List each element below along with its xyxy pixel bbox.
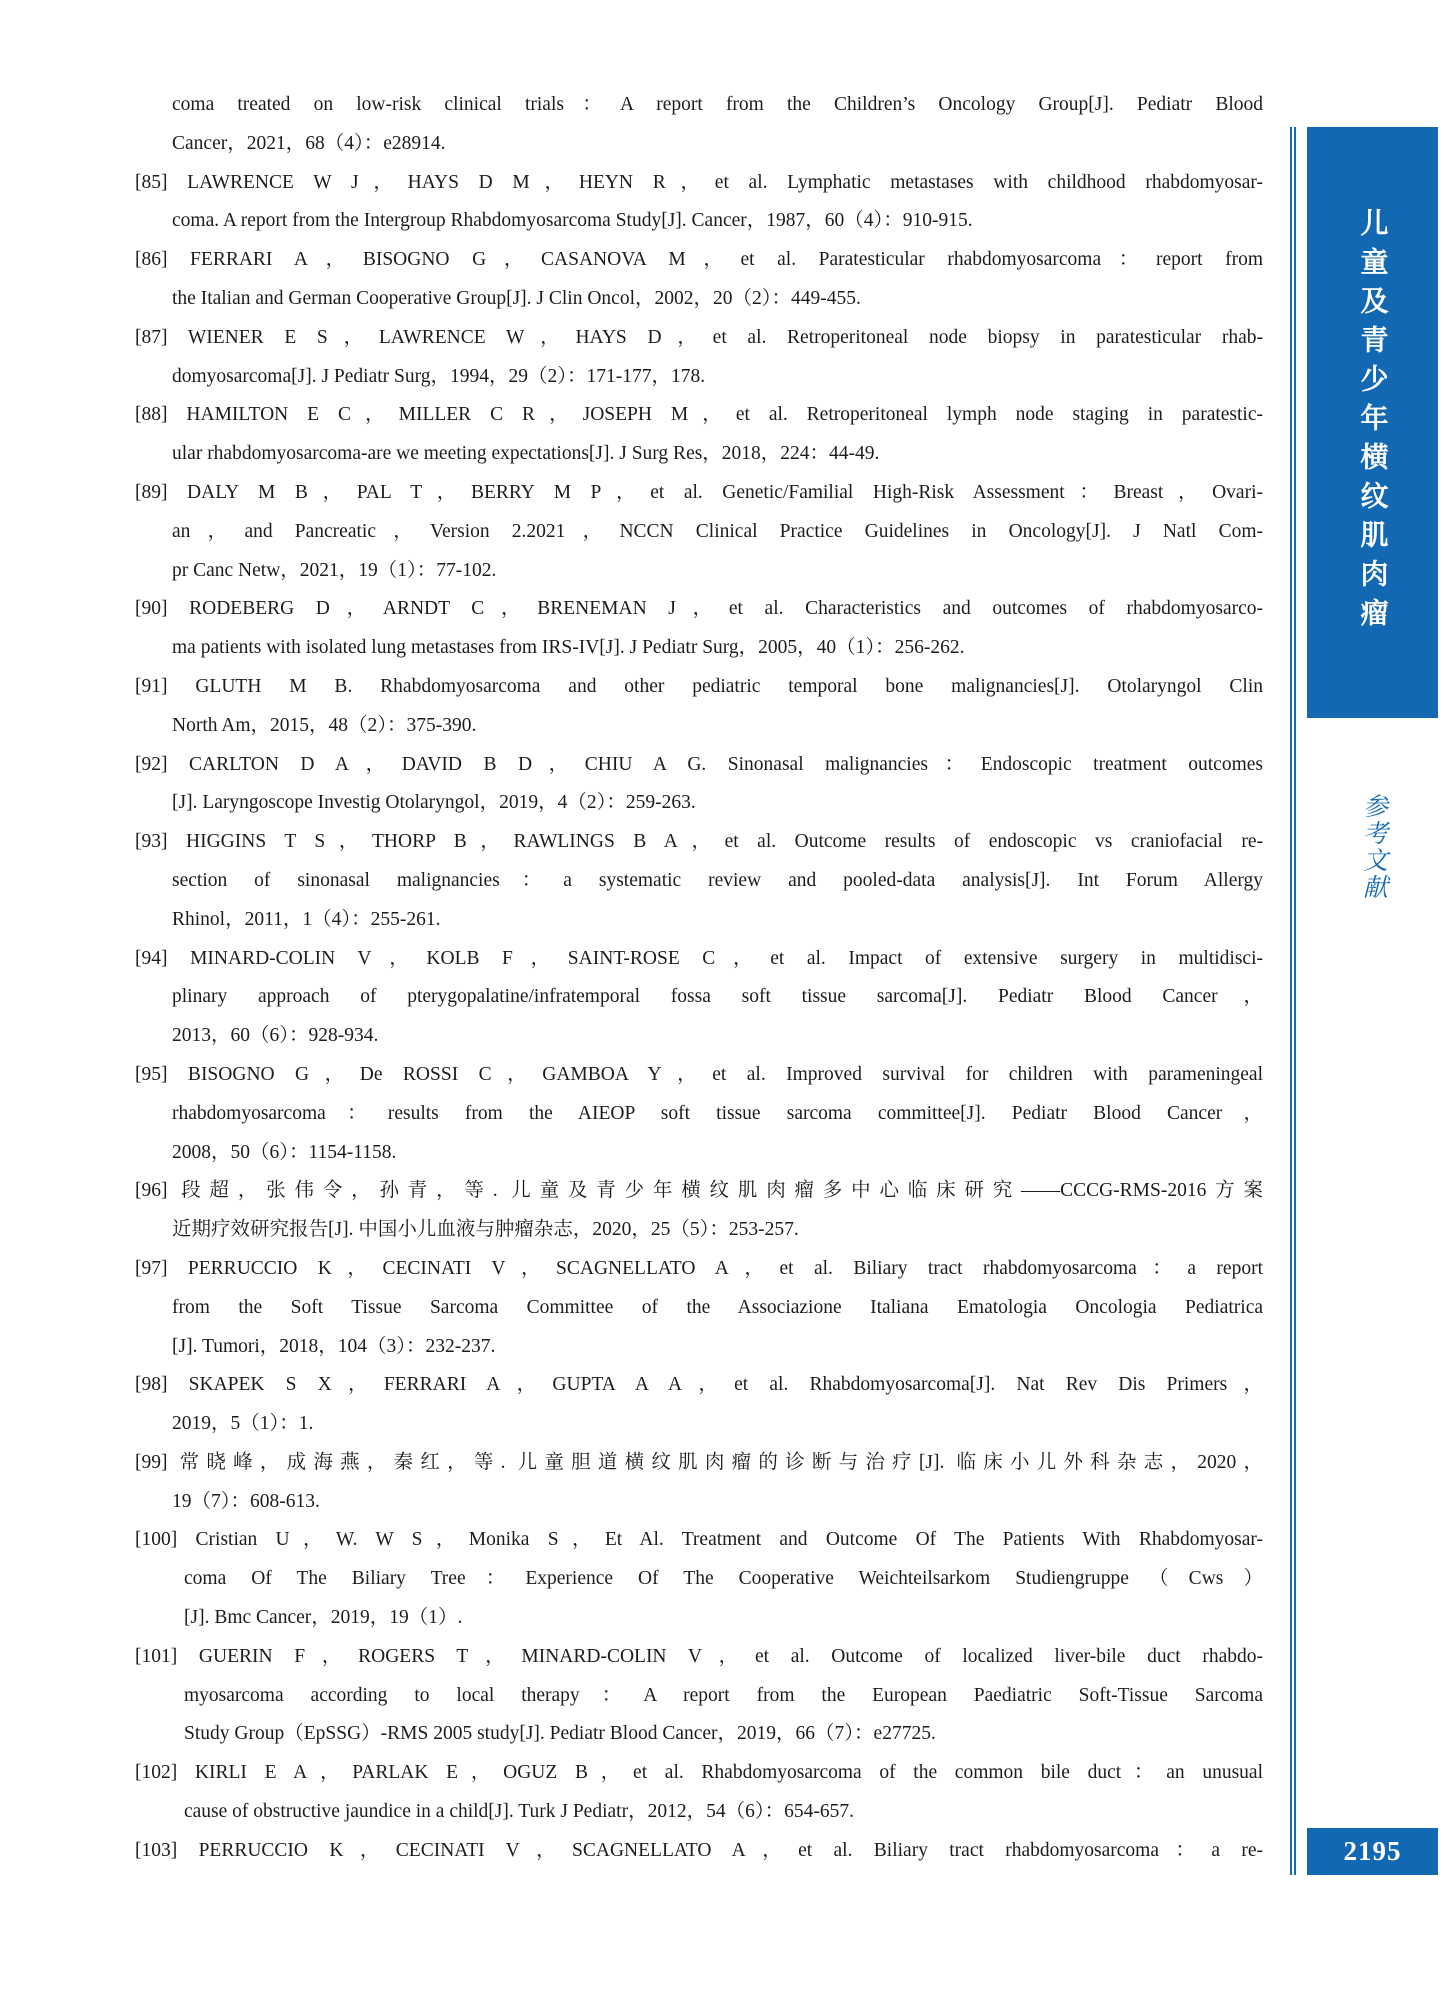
reference-line: [91] GLUTH M B. Rhabdomyosarcoma and other pediatric temporal bone malignancies[J]. Otolaryngol Clin [135,675,1263,697]
references-list [135,86,1263,1871]
reference-line: [90] RODEBERG D，ARNDT C，BRENEMAN J，et al. Characteristics and outcomes of rhabdomyosarco- [135,598,1263,620]
reference-entry [135,164,1263,242]
reference-line: [94] MINARD-COLIN V，KOLB F，SAINT-ROSE C，et al. Impact of extensive surgery in multidisci- [135,947,1263,969]
reference-entry [135,1366,1263,1444]
reference-line: coma Of The Biliary Tree：Experience Of The Cooperative Weichteilsarkom Studiengruppe（Cws） [184,1568,1263,1590]
reference-entry [135,1521,1263,1637]
chapter-banner [1307,127,1438,718]
reference-line: Rhinol，2011，1（4）：255-261. [172,908,441,930]
reference-entry [135,1250,1263,1366]
reference-line: 19（7）：608-613. [172,1490,320,1512]
reference-line: myosarcoma according to local therapy：A report from the European Paediatric Soft-Tissue Sarcoma [184,1684,1263,1706]
reference-line: [103] PERRUCCIO K，CECINATI V，SCAGNELLATO A，et al. Biliary tract rhabdomyosarcoma：a re- [135,1839,1263,1861]
reference-label: [88] [135,404,168,426]
page-number: 2195 [1343,1836,1402,1866]
reference-entry [135,668,1263,746]
reference-label: [93] [135,831,168,853]
reference-line: pr Canc Netw，2021，19（1）：77-102. [172,559,497,581]
reference-line: coma. A report from the Intergroup Rhabdomyosarcoma Study[J]. Cancer，1987，60（4）：910-915. [172,210,973,232]
reference-line: Cancer，2021，68（4）：e28914. [172,132,446,154]
reference-line: [99] 常晓峰，成海燕，秦红，等. 儿童胆道横纹肌肉瘤的诊断与治疗[J]. 临床小儿外科杂志，2020， [135,1451,1263,1473]
chapter-banner-title: 儿童及青少年横纹肌肉瘤 [1357,208,1389,637]
reference-line: section of sinonasal malignancies：a systematic review and pooled-data analysis[J]. Int Forum Allergy [172,869,1263,891]
reference-entry [135,1754,1263,1832]
reference-label: [86] [135,249,168,271]
reference-line: [95] BISOGNO G，De ROSSI C，GAMBOA Y，et al. Improved survival for children with parameningeal [135,1063,1263,1085]
reference-entry [135,940,1263,1056]
reference-entry [135,746,1263,824]
reference-label: [87] [135,326,168,348]
reference-line: the Italian and German Cooperative Group[J]. J Clin Oncol，2002，20（2）：449-455. [172,287,861,309]
reference-label: [97] [135,1257,168,1279]
reference-line: an，and Pancreatic，Version 2.2021，NCCN Clinical Practice Guidelines in Oncology[J]. J Natl Com- [172,520,1263,542]
reference-entry [135,1444,1263,1522]
reference-label: [103] [135,1839,178,1861]
reference-entry [135,590,1263,668]
reference-label: [85] [135,171,168,193]
reference-entry [135,1638,1263,1754]
reference-line: [96] 段超，张伟令，孙青，等. 儿童及青少年横纹肌肉瘤多中心临床研究——CCCG-RMS-2016方案 [135,1180,1263,1202]
reference-line: cause of obstructive jaundice in a child[J]. Turk J Pediatr，2012，54（6）：654-657. [184,1801,854,1823]
reference-label: [89] [135,481,168,503]
reference-line: [86] FERRARI A，BISOGNO G，CASANOVA M，et al. Paratesticular rhabdomyosarcoma：report from [135,249,1263,271]
reference-line: North Am，2015，48（2）：375-390. [172,714,477,736]
reference-entry [135,1832,1263,1871]
reference-label: [102] [135,1762,178,1784]
reference-line: plinary approach of pterygopalatine/infratemporal fossa soft tissue sarcoma[J]. Pediatr Blood Cancer， [172,986,1263,1008]
reference-entry [135,474,1263,590]
reference-line: coma treated on low-risk clinical trials：A report from the Children’s Oncology Group[J]. Pediatr Blood [172,94,1263,115]
reference-line: [100] Cristian U，W. W S，Monika S，Et Al. Treatment and Outcome Of The Patients With Rhabdomyosar- [135,1529,1263,1551]
reference-line: [J]. Bmc Cancer，2019，19（1）. [184,1607,463,1629]
reference-line: rhabdomyosarcoma：results from the AIEOP soft tissue sarcoma committee[J]. Pediatr Blood Cancer， [172,1102,1263,1124]
reference-entry [135,1172,1263,1250]
reference-label: [101] [135,1645,178,1667]
reference-line: Study Group（EpSSG）-RMS 2005 study[J]. Pediatr Blood Cancer，2019，66（7）：e27725. [184,1723,936,1745]
reference-line: [J]. Tumori，2018，104（3）：232-237. [172,1335,496,1357]
reference-line: 2013，60（6）：928-934. [172,1025,379,1047]
reference-line: from the Soft Tissue Sarcoma Committee of the Associazione Italiana Ematologia Oncologia Pediatrica [172,1296,1263,1318]
reference-line: [101] GUERIN F，ROGERS T，MINARD-COLIN V，et al. Outcome of localized liver-bile duct rhabdo- [135,1645,1263,1667]
reference-line: 2019，5（1）：1. [172,1413,314,1435]
reference-line: 2008，50（6）：1154-1158. [172,1141,397,1163]
reference-line: [J]. Laryngoscope Investig Otolaryngol，2019，4（2）：259-263. [172,792,696,814]
reference-line: [89] DALY M B，PAL T，BERRY M P，et al. Genetic/Familial High-Risk Assessment：Breast，Ovari- [135,481,1263,503]
reference-line: 近期疗效研究报告[J]. 中国小儿血液与肿瘤杂志，2020，25（5）：253-257. [172,1219,799,1241]
reference-label: [96] [135,1180,168,1202]
reference-line: [97] PERRUCCIO K，CECINATI V，SCAGNELLATO A，et al. Biliary tract rhabdomyosarcoma：a report [135,1257,1263,1279]
reference-label: [99] [135,1451,168,1473]
sidebar-rule [1290,127,1296,1875]
section-label [1307,793,1438,933]
reference-line: [85] LAWRENCE W J，HAYS D M，HEYN R，et al. Lymphatic metastases with childhood rhabdomyosar- [135,171,1263,193]
reference-line: ular rhabdomyosarcoma-are we meeting expectations[J]. J Surg Res，2018，224：44-49. [172,443,880,465]
reference-line: [92] CARLTON D A，DAVID B D，CHIU A G. Sinonasal malignancies：Endoscopic treatment outcomes [135,753,1263,775]
reference-entry [135,823,1263,939]
reference-entry [135,86,1263,164]
reference-label: [94] [135,947,168,969]
page-number-badge [1307,1828,1438,1875]
reference-line: [102] KIRLI E A，PARLAK E，OGUZ B，et al. Rhabdomyosarcoma of the common bile duct：an unusual [135,1762,1263,1784]
reference-entry [135,319,1263,397]
reference-line: [93] HIGGINS T S，THORP B，RAWLINGS B A，et al. Outcome results of endoscopic vs craniofacial re- [135,831,1263,853]
reference-label: [100] [135,1529,178,1551]
reference-line: domyosarcoma[J]. J Pediatr Surg，1994，29（2）：171-177，178. [172,365,706,387]
reference-entry [135,396,1263,474]
reference-label: [90] [135,598,168,620]
reference-line: [88] HAMILTON E C，MILLER C R，JOSEPH M，et al. Retroperitoneal lymph node staging in paratestic- [135,404,1263,426]
reference-line: [98] SKAPEK S X，FERRARI A，GUPTA A A，et al. Rhabdomyosarcoma[J]. Nat Rev Dis Primers， [135,1374,1263,1396]
reference-line: [87] WIENER E S，LAWRENCE W，HAYS D，et al. Retroperitoneal node biopsy in paratesticular rhab- [135,326,1263,348]
reference-label: [95] [135,1063,168,1085]
reference-label: [98] [135,1374,168,1396]
section-label-text: 参考文献 [1359,793,1387,901]
reference-entry [135,241,1263,319]
reference-label: [92] [135,753,168,775]
reference-label: [91] [135,675,168,697]
reference-entry [135,1056,1263,1172]
reference-line: ma patients with isolated lung metastases from IRS-IV[J]. J Pediatr Surg，2005，40（1）：256-262. [172,637,965,659]
